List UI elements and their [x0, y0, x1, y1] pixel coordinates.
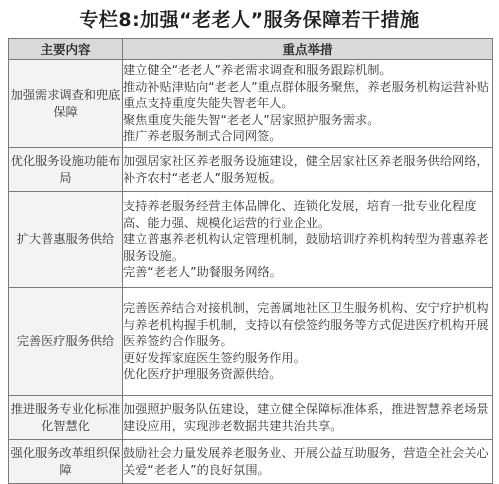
measure-item: 更好发挥家庭医生签约服务作用。: [123, 350, 306, 365]
measure-item: 推动补贴津贴向“老老人”重点群体服务聚焦，养老服务机构运营补贴重点支持重度失能失智老年人。: [123, 79, 490, 111]
measures-table: [8, 38, 493, 484]
row-measures: [123, 288, 493, 396]
row-content-label: 优化服务设施功能布局: [9, 148, 123, 192]
table-row: [9, 288, 493, 396]
row-measures: [123, 396, 493, 440]
measure-item: 鼓励社会力量发展养老服务业、开展公益互助服务，营造全社会关心关爱“老老人”的良好氛围。: [123, 446, 489, 477]
row-measures: [123, 60, 493, 148]
header-content: 主要内容: [9, 39, 123, 60]
table-row: [9, 60, 493, 148]
table-header-row: [9, 39, 493, 60]
measure-item: 优化医疗护理服务资源供给。: [123, 367, 282, 382]
row-content-label: 扩大普惠服务供给: [9, 192, 123, 288]
measure-item: 完善“老老人”助餐服务网络。: [123, 265, 282, 280]
header-measures: 重点举措: [123, 39, 493, 60]
measure-item: 支持养老服务经营主体品牌化、连锁化发展，培育一批专业化程度高、能力强、规模化运营的行业企业。: [123, 199, 477, 230]
measure-item: 加强居家社区养老服务设施建设，健全居家社区养老服务供给网络，补齐农村“老老人”服务短板。: [123, 154, 489, 185]
table-row: [9, 192, 493, 288]
measure-item: 推广养老服务制式合同网签。: [123, 129, 282, 144]
row-measures: [123, 192, 493, 288]
measure-item: 聚焦重度失能失智“老老人”居家照护服务需求。: [123, 112, 380, 127]
table-row: [9, 396, 493, 440]
measure-item: 建立普惠养老机构认定管理机制，鼓励培训疗养机构转型为普惠养老服务设施。: [123, 232, 489, 263]
row-measures: [123, 440, 493, 484]
row-content-label: 推进服务专业化标准化智慧化: [9, 396, 123, 440]
table-row: [9, 148, 493, 192]
page-title: 专栏8:加强“老老人”服务保障若干措施: [79, 9, 420, 31]
row-content-label: 强化服务改革组织保障: [9, 440, 123, 484]
measure-item: 加强照护服务队伍建设，建立健全保障标准体系，推进智慧养老场景建设应用，实现涉老数据共建共治共享。: [123, 402, 489, 433]
measure-item: 完善医养结合对接机制，完善属地社区卫生服务机构、安宁疗护机构与养老机构握手机制，支持以有偿签约服务等方式促进医疗机构开展医养签约合作服务。: [123, 301, 489, 349]
row-content-label: 加强需求调查和兜底保障: [9, 60, 123, 148]
measure-item: 建立健全“老老人”养老需求调查和服务跟踪机制。: [123, 63, 392, 78]
row-measures: [123, 148, 493, 192]
row-content-label: 完善医疗服务供给: [9, 288, 123, 396]
table-row: [9, 440, 493, 484]
